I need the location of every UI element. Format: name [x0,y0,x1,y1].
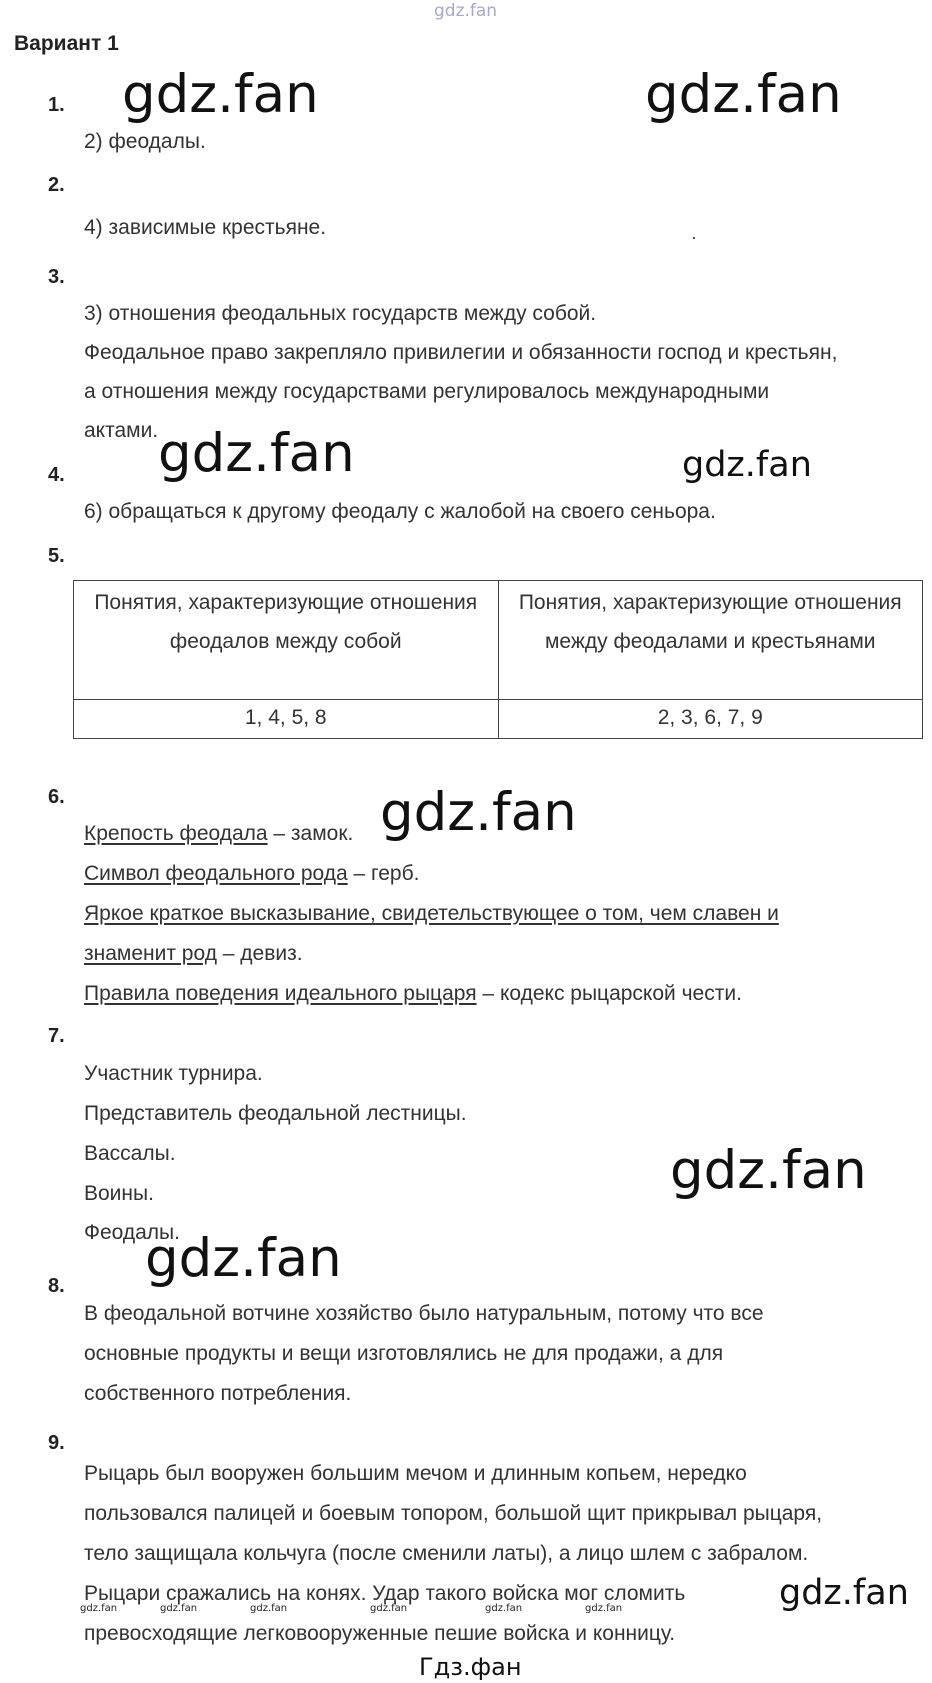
definition-answer: – герб. [347,862,420,885]
definition-term: Яркое краткое высказывание, свидетельствующее о том, чем славен и [84,902,779,925]
table-row [74,700,923,739]
watermark: gdz.fan [682,445,812,485]
question-number-9: 9. [48,1432,65,1454]
watermark: gdz.fan [779,1573,909,1613]
answer-9-line: превосходящие легковооруженные пешие войска и конницу. [84,1622,676,1645]
answer-8-line: собственного потребления. [84,1382,352,1405]
definition-term: Крепость феодала [84,822,268,845]
list-item: Представитель феодальной лестницы. [84,1102,467,1125]
table-cell-left: 1, 4, 5, 8 [74,700,499,739]
watermark: gdz.fan [145,1228,342,1289]
answer-3-line: Феодальное право закрепляло привилегии и обязанности господ и крестьян, [84,341,838,364]
stray-dot [693,237,695,239]
answer-4: 6) обращаться к другому феодалу с жалобой на своего сеньора. [84,500,716,523]
list-item: Вассалы. [84,1142,176,1165]
definition-line [84,822,353,846]
watermark-small: gdz.fan [485,1603,523,1614]
answer-8-line: В феодальной вотчине хозяйство было натуральным, потому что все [84,1302,764,1325]
watermark-small: gdz.fan [160,1603,198,1614]
watermark: gdz.fan [670,1140,867,1201]
answer-3: 3) отношения феодальных государств между собой. [84,302,597,325]
definition-term: Символ феодального рода [84,862,348,885]
definition-line [84,942,303,966]
list-item: Феодалы. [84,1221,180,1244]
table-header-left: Понятия, характеризующие отношения феодалов между собой [74,581,499,700]
question-number-2: 2. [48,174,65,196]
page-title: Вариант 1 [14,32,119,55]
answer-9-line: пользовался палицей и боевым топором, большой щит прикрывал рыцаря, [84,1502,823,1525]
answer-9-line: тело защищала кольчуга (после сменили латы), а лицо шлем с забралом. [84,1542,809,1565]
question-number-5: 5. [48,545,65,567]
watermark: gdz.fan [158,423,355,484]
answer-8-line: основные продукты и вещи изготовлялись не для продажи, а для [84,1342,724,1365]
watermark: gdz.fan [122,64,319,125]
question-number-6: 6. [48,786,65,808]
definition-answer: – девиз. [216,942,303,965]
watermark-small: gdz.fan [80,1603,118,1614]
table-header-row [74,581,923,700]
footer-watermark: Гдз.фан [419,1653,522,1681]
answer-1: 2) феодалы. [84,130,206,153]
watermark: gdz.fan [645,64,842,125]
watermark: gdz.fan [380,782,577,843]
table-header-right: Понятия, характеризующие отношения между феодалами и крестьянами [498,581,923,700]
watermark-small: gdz.fan [370,1603,408,1614]
definition-answer: – кодекс рыцарской чести. [476,982,742,1005]
concepts-table [73,580,923,739]
question-number-4: 4. [48,464,65,486]
answer-9-line: Рыцари сражались на конях. Удар такого войска мог сломить [84,1582,686,1605]
question-number-3: 3. [48,266,65,288]
answer-3-line: актами. [84,419,159,442]
watermark-top: gdz.fan [434,1,498,21]
answer-9-line: Рыцарь был вооружен большим мечом и длинным копьем, нередко [84,1462,747,1485]
list-item: Воины. [84,1182,154,1205]
definition-answer: – замок. [267,822,354,845]
definition-line [84,902,779,926]
question-number-8: 8. [48,1275,65,1297]
definition-line [84,862,419,886]
definition-term: знаменит род [84,942,217,965]
answer-3-line: а отношения между государствами регулировалось международными [84,380,770,403]
definition-line [84,982,742,1006]
list-item: Участник турнира. [84,1062,263,1085]
question-number-1: 1. [48,94,65,116]
watermark-small: gdz.fan [585,1603,623,1614]
watermark-small: gdz.fan [250,1603,288,1614]
table-cell-right: 2, 3, 6, 7, 9 [498,700,923,739]
question-number-7: 7. [48,1025,65,1047]
definition-term: Правила поведения идеального рыцаря [84,982,477,1005]
answer-2: 4) зависимые крестьяне. [84,216,327,239]
